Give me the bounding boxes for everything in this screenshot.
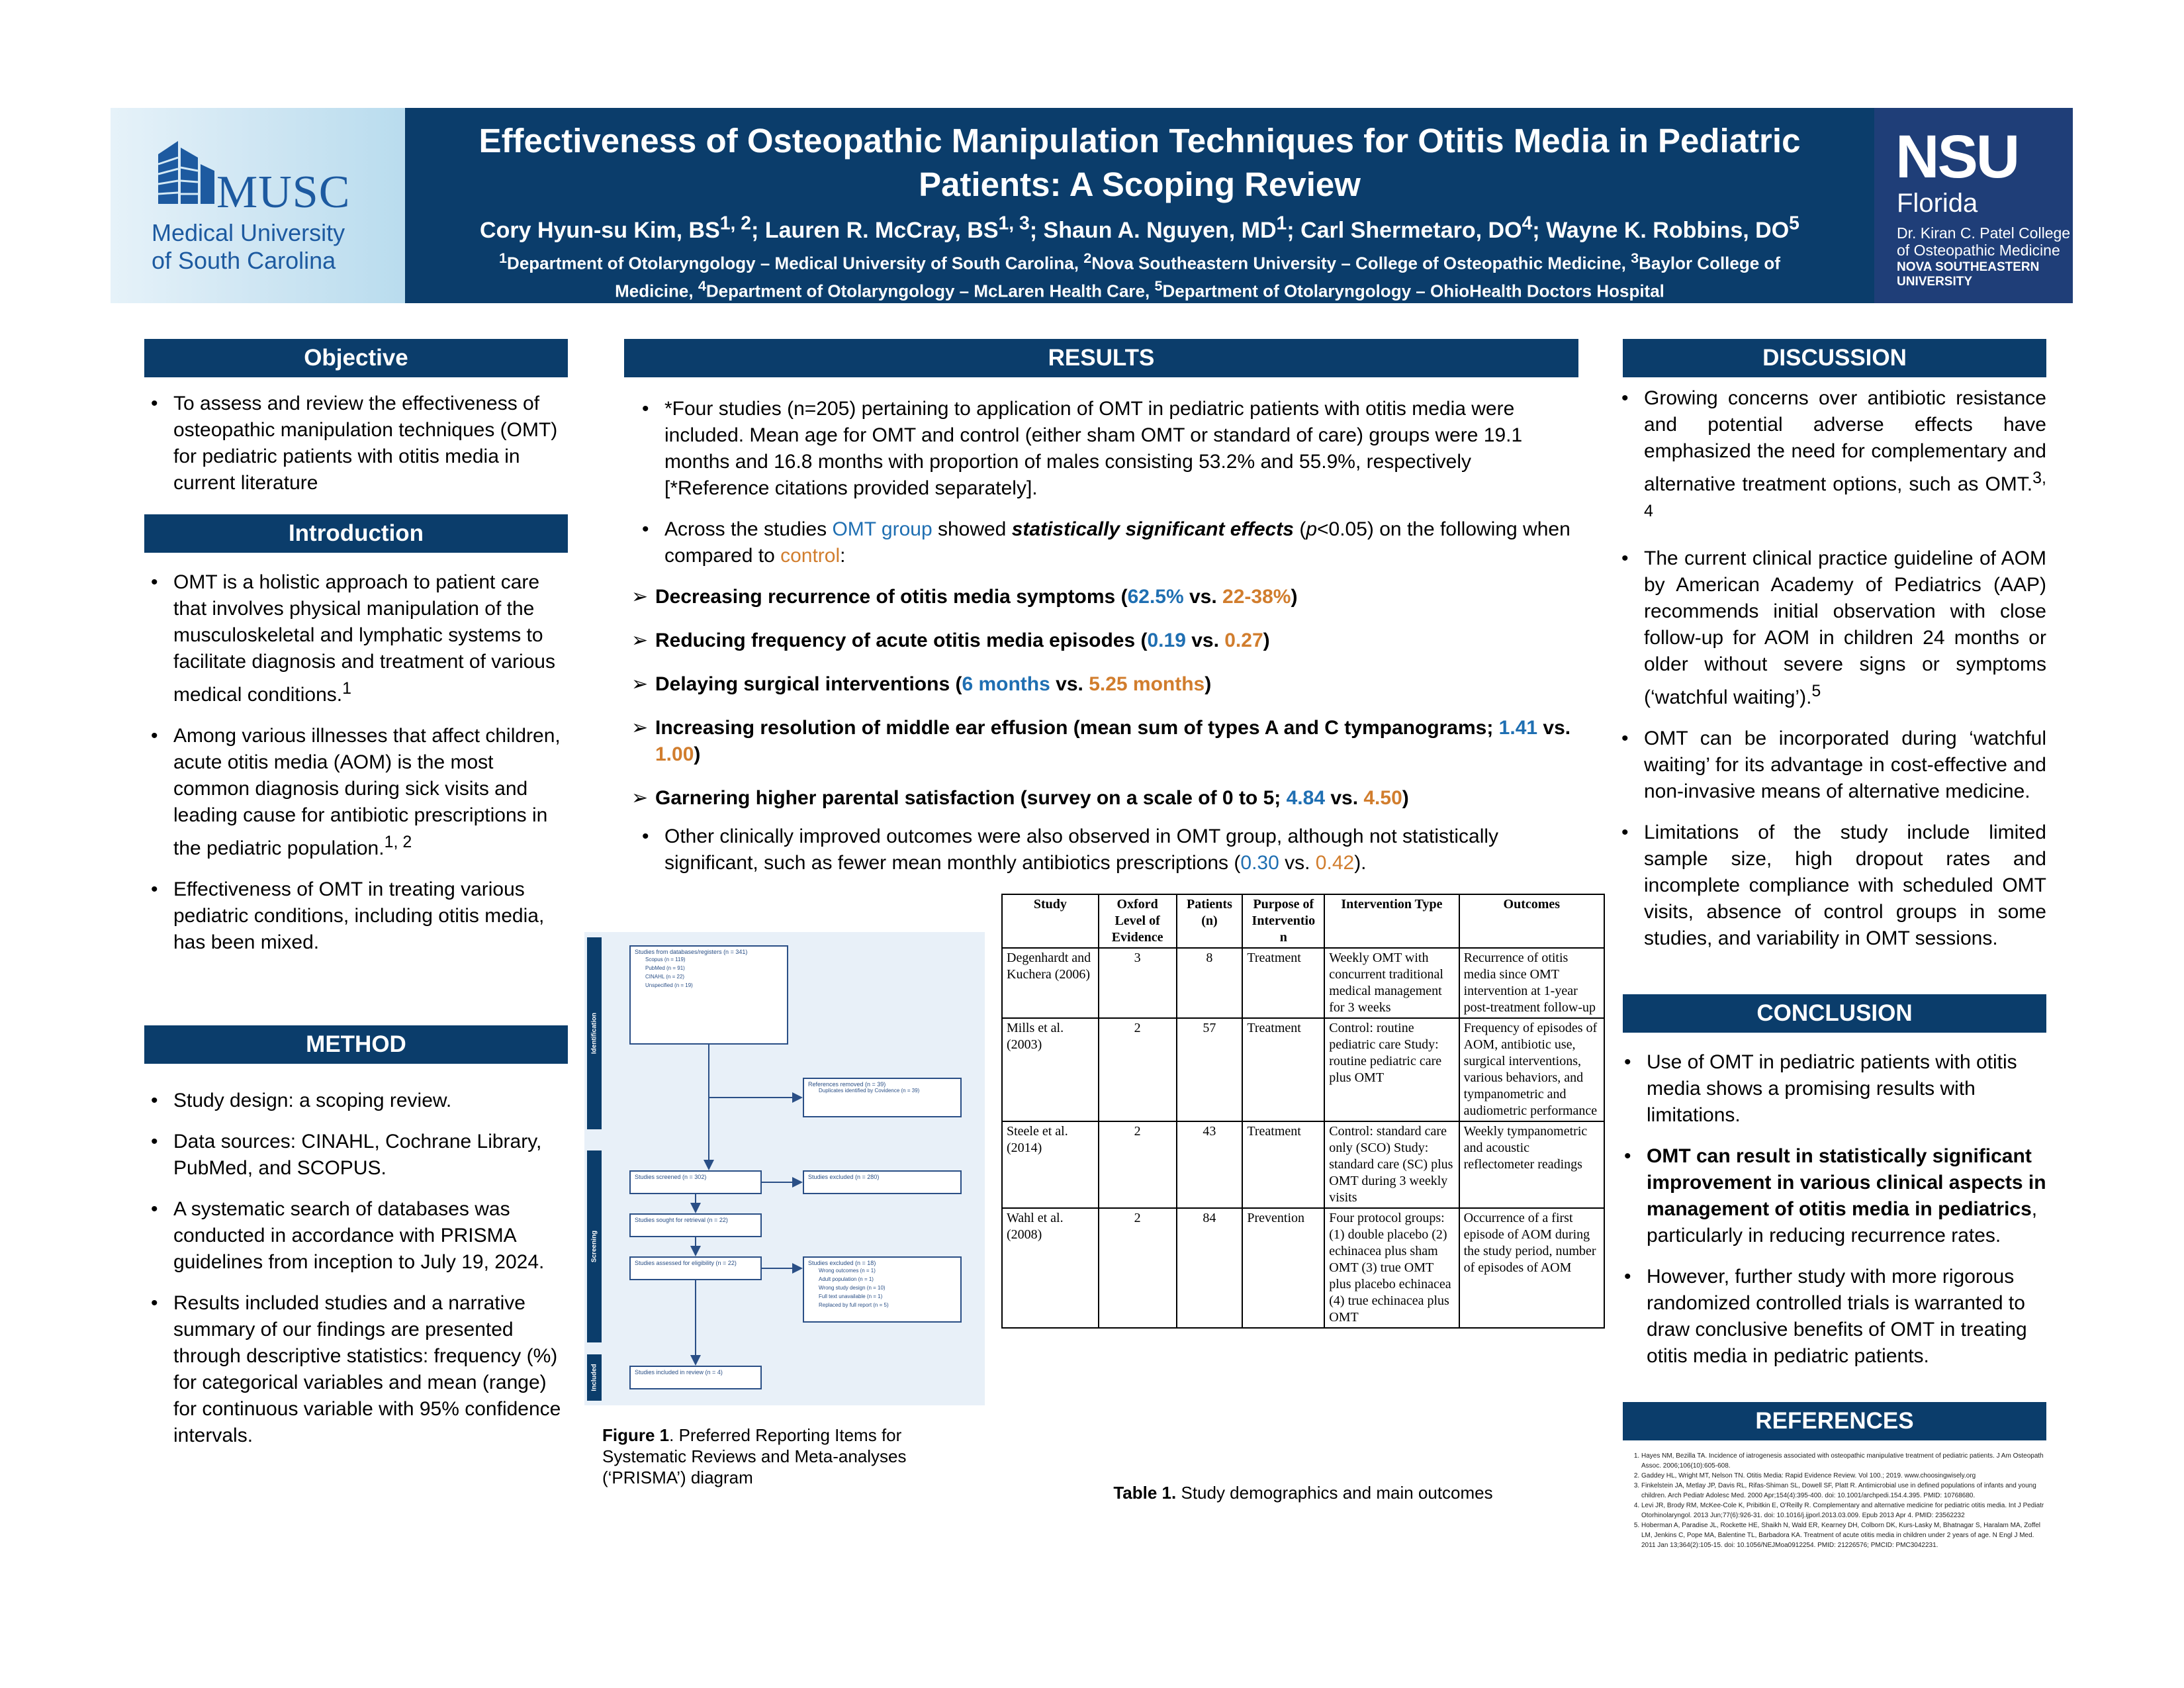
nsu-university-line1: NOVA SOUTHEASTERN — [1897, 260, 2040, 274]
conclusion-heading: CONCLUSION — [1623, 994, 2046, 1033]
author — [1300, 213, 1547, 244]
discussion-section — [1615, 385, 2046, 966]
table-cell: Occurrence of a first episode of AOM during the study period, number of episodes of AOM — [1459, 1208, 1604, 1328]
conclusion-item: • However, further study with more rigorous randomized controlled trials is warranted to draw conclusive benefits of OMT in treating otitis media in pediatric patients. — [1617, 1264, 2061, 1370]
objective-heading: Objective — [144, 339, 568, 377]
table-cell: Degenhardt and Kuchera (2006) — [1002, 948, 1099, 1018]
prisma-diagram — [584, 932, 985, 1405]
method-item: • A systematic search of databases was conducted in accordance with PRISMA guidelines from inception to July 19, 2024. — [144, 1196, 568, 1276]
author-separator: ; — [1029, 218, 1044, 244]
poster-title — [405, 119, 1874, 207]
musc-logo — [111, 108, 405, 303]
prisma-side-identification: Identification — [587, 937, 602, 1129]
reference-item: 4. Levi JR, Brody RM, McKee-Cole K, Pribitkin E, O'Reilly R. Complementary and alternative medicine for pediatric otitis media. Int J Pediatr Otorhinolaryngol. 2013 Jun;77(6):926-31. doi: 10.1016/j.ijporl.2013.03.009. Epub 2013 Apr 4. PMID: 23562232 — [1641, 1501, 2045, 1521]
table-header-cell: Study — [1002, 894, 1099, 948]
prisma-box-excluded: Studies excluded (n = 280) — [803, 1170, 962, 1194]
references-heading: REFERENCES — [1623, 1402, 2046, 1440]
musc-name-line1: Medical University — [152, 219, 345, 246]
figure1-caption: Figure 1. Preferred Reporting Items for Systematic Reviews and Meta-analyses (‘PRISMA’) diagram — [602, 1425, 907, 1487]
nsu-wordmark: NSU — [1895, 123, 2019, 191]
author — [1043, 213, 1301, 244]
author-name: Wayne K. Robbins, DO — [1546, 218, 1790, 244]
table-header-cell: Intervention Type — [1324, 894, 1459, 948]
table-cell: Mills et al. (2003) — [1002, 1018, 1099, 1121]
table1 — [1001, 894, 1605, 1329]
author — [480, 213, 765, 244]
author-separator: ; — [751, 218, 765, 244]
table-header-row — [1002, 894, 1604, 948]
introduction-heading: Introduction — [144, 514, 568, 553]
table-cell: Treatment — [1242, 1018, 1324, 1121]
nsu-college-line1: Dr. Kiran C. Patel College — [1897, 224, 2071, 242]
nsu-college-line2: of Osteopathic Medicine — [1897, 242, 2060, 259]
intro-item: • OMT is a holistic approach to patient care that involves physical manipulation of the musculoskeletal and lymphatic systems to facilitate diagnosis and treatment of various medical conditions.$^1$ — [144, 569, 568, 708]
title-line-2: Patients: A Scoping Review — [919, 165, 1361, 203]
table-cell: 43 — [1177, 1121, 1243, 1208]
table-row — [1002, 1208, 1604, 1328]
table-cell: Recurrence of otitis media since OMT intervention at 1-year post-treatment follow-up — [1459, 948, 1604, 1018]
table-row — [1002, 1018, 1604, 1121]
prisma-side-screening: Screening — [587, 1150, 602, 1342]
author-separator: ; — [1287, 218, 1301, 244]
table-header-cell: Oxford Level of Evidence — [1099, 894, 1177, 948]
nsu-university-line2: UNIVERSITY — [1897, 275, 1973, 289]
author-list — [405, 213, 1874, 244]
intro-item: • Among various illnesses that affect children, acute otitis media (AOM) is the most common diagnosis during sick visits and leading cause for antibiotic prescriptions in the pediatric population.$^{1, 2}$ — [144, 723, 568, 862]
results-section — [635, 396, 1572, 891]
affiliation-sup: 3 — [1631, 250, 1639, 266]
table-cell: 84 — [1177, 1208, 1243, 1328]
discussion-item: • The current clinical practice guideline of AOM by American Academy of Pediatrics (AAP) recommends initial observation with close follow-up for AOM in children 24 months or older without severe signs or symptoms (‘watchful waiting’).$^5$ — [1615, 545, 2046, 711]
author-affiliation-sup: 1, 2 — [719, 213, 752, 234]
results-other: • Other clinically improved outcomes were also observed in OMT group, although not statistically significant, such as fewer mean monthly antibiotics prescriptions (0.30 vs. 0.42). — [635, 823, 1572, 876]
table-cell: Wahl et al. (2008) — [1002, 1208, 1099, 1328]
finding-item: ➢ Decreasing recurrence of otitis media symptoms (62.5% vs. 22-38%) — [631, 584, 1572, 610]
conclusion-section — [1617, 1049, 2061, 1384]
conclusion-item: • Use of OMT in pediatric patients with otitis media shows a promising results with limitations. — [1617, 1049, 2061, 1129]
affiliation-text: Baylor College of — [1639, 253, 1780, 273]
prisma-box-excluded-2: Studies excluded (n = 18) Wrong outcomes (n = 1) Adult population (n = 1) Wrong study design (n = 10) Full text unavailable (n = 1) Replaced by full report (n = 5) — [803, 1256, 962, 1323]
table-cell: Prevention — [1242, 1208, 1324, 1328]
table-cell: Weekly OMT with concurrent traditional medical management for 3 weeks — [1324, 948, 1459, 1018]
prisma-box-included: Studies included in review (n = 4) — [629, 1366, 762, 1389]
table-cell: Weekly tympanometric and acoustic reflectometer readings — [1459, 1121, 1604, 1208]
table-cell: 2 — [1099, 1121, 1177, 1208]
table-cell: Steele et al. (2014) — [1002, 1121, 1099, 1208]
author-affiliation-sup: 5 — [1789, 213, 1799, 234]
affiliation-sup: 2 — [1083, 250, 1092, 266]
author-separator: ; — [1532, 218, 1547, 244]
introduction-section — [144, 569, 568, 970]
affiliation-text: Department of Otolaryngology – McLaren Health Care, — [705, 281, 1155, 301]
reference-item: 2. Gaddey HL, Wright MT, Nelson TN. Otitis Media: Rapid Evidence Review. Vol 100.; 2019. www.choosingwisely.org — [1641, 1471, 2045, 1481]
table-row — [1002, 1121, 1604, 1208]
table-row — [1002, 948, 1604, 1018]
table-header-cell: Outcomes — [1459, 894, 1604, 948]
table-cell: Treatment — [1242, 948, 1324, 1018]
author-affiliation-sup: 4 — [1522, 213, 1533, 234]
table1-caption: Table 1. Study demographics and main outcomes — [1113, 1483, 1493, 1503]
results-heading: RESULTS — [624, 339, 1578, 377]
results-intro: • *Four studies (n=205) pertaining to application of OMT in pediatric patients with otitis media were included. Mean age for OMT and control (either sham OMT or standard of care) groups were 19.1 months and 16.8 months with proportion of males consisting 53.2% and 55.9%, respectively [*Reference citations provided separately]. — [635, 396, 1572, 502]
affiliation-text: Medicine, — [615, 281, 698, 301]
method-item: • Data sources: CINAHL, Cochrane Library, PubMed, and SCOPUS. — [144, 1129, 568, 1182]
method-section — [144, 1088, 568, 1464]
affiliations-line-2 — [405, 275, 1874, 303]
musc-name-line2: of South Carolina — [152, 247, 336, 274]
reference-item: 1. Hayes NM, Bezilla TA. Incidence of iatrogenesis associated with osteopathic manipulative treatment of pediatric patients. J Am Osteopath Assoc. 2006;106(10):605-608. — [1641, 1451, 2045, 1471]
author-affiliation-sup: 1 — [1276, 213, 1287, 234]
affiliations — [405, 247, 1874, 302]
prisma-box-eligibility: Studies assessed for eligibility (n = 22) — [629, 1256, 762, 1280]
prisma-side-included: Included — [587, 1354, 602, 1401]
table-cell: 3 — [1099, 948, 1177, 1018]
title-line-1: Effectiveness of Osteopathic Manipulation Techniques for Otitis Media in Pediatric — [478, 122, 1801, 160]
discussion-item: • Limitations of the study include limited sample size, high dropout rates and incomplete compliance with scheduled OMT visits, absence of control groups in some studies, and variability in OMT sessions. — [1615, 820, 2046, 952]
prisma-box-retrieval: Studies sought for retrieval (n = 22) — [629, 1213, 762, 1237]
method-heading: METHOD — [144, 1025, 568, 1064]
results-across: • Across the studies OMT group showed statistically significant effects (p<0.05) on the following when compared to control: — [635, 516, 1572, 569]
prisma-box-screened: Studies screened (n = 302) — [629, 1170, 762, 1194]
author — [764, 213, 1044, 244]
affiliations-line-1 — [405, 247, 1874, 275]
prisma-arrows — [584, 932, 985, 1405]
table-cell: Four protocol groups: (1) double placebo (2) echinacea plus sham OMT (3) true OMT plus placebo echinacea (4) true echinacea plus OMT — [1324, 1208, 1459, 1328]
author-name: Cory Hyun-su Kim, BS — [480, 218, 720, 244]
table-cell: 8 — [1177, 948, 1243, 1018]
method-item: • Results included studies and a narrative summary of our findings are presented through descriptive statistics: frequency (%) for categorical variables and mean (range) for continuous variable with 95% confidence intervals. — [144, 1290, 568, 1449]
reference-item: 3. Finkelstein JA, Metlay JP, Davis RL, Rifas-Shiman SL, Dowell SF, Platt R. Antimicrobial use in defined populations of infants and young children. Arch Pediatr Adolesc Med. 2000 Apr;154(4):395-400. doi: 10.1001/archpedi.154.4.395. PMID: 10768680. — [1641, 1481, 2045, 1501]
prisma-box-databases: Studies from databases/registers (n = 341) Scopus (n = 119) PubMed (n = 91) CINAHL (n = 22) Unspecified (n = 19) — [629, 945, 788, 1045]
conclusion-item: • OMT can result in statistically significant improvement in various clinical aspects in management of otitis media in pediatrics, particularly in reducing recurrence rates. — [1617, 1143, 2061, 1249]
prisma-box-removed: References removed (n = 39) Duplicates identified by Covidence (n = 39) — [803, 1078, 962, 1117]
table-cell: 2 — [1099, 1018, 1177, 1121]
author-name: Shaun A. Nguyen, MD — [1043, 218, 1277, 244]
table-cell: Frequency of episodes of AOM, antibiotic use, surgical interventions, various behaviors, and tympanometric and audiometric performance — [1459, 1018, 1604, 1121]
objective-item: • To assess and review the effectiveness of osteopathic manipulation techniques (OMT) for pediatric patients with otitis media in current literature — [144, 391, 568, 496]
table-header-cell: Purpose of Interventio n — [1242, 894, 1324, 948]
discussion-item: • OMT can be incorporated during ‘watchful waiting’ for its advantage in cost-effective and non-invasive means of alternative medicine. — [1615, 726, 2046, 805]
table-header-cell: Patients (n) — [1177, 894, 1243, 948]
table-cell: Treatment — [1242, 1121, 1324, 1208]
table-cell: 57 — [1177, 1018, 1243, 1121]
discussion-heading: DISCUSSION — [1623, 339, 2046, 377]
table-cell: Control: routine pediatric care Study: routine pediatric care plus OMT — [1324, 1018, 1459, 1121]
table-cell: 2 — [1099, 1208, 1177, 1328]
author-name: Lauren R. McCray, BS — [764, 218, 999, 244]
reference-item: 5. Hoberman A, Paradise JL, Rockette HE, Shaikh N, Wald ER, Kearney DH, Colborn DK, Kurs-Lasky M, Bhatnagar S, Haralam MA, Zoffel LM, Jenkins C, Pope MA, Balentine TL, Barbadora KA. Treatment of acute otitis media in children under 2 years of age. N Engl J Med. 2011 Jan 13;364(2):105-15. doi: 10.1056/NEJMoa0912254. PMID: 21226576; PMCID: PMC3042231. — [1641, 1521, 2045, 1550]
objective-section — [144, 391, 568, 511]
method-item: • Study design: a scoping review. — [144, 1088, 568, 1114]
nsu-florida: Florida — [1897, 189, 1978, 218]
affiliation-text: Department of Otolaryngology – OhioHealth Doctors Hospital — [1162, 281, 1664, 301]
finding-item: ➢ Reducing frequency of acute otitis media episodes (0.19 vs. 0.27) — [631, 628, 1572, 654]
finding-item: ➢ Garnering higher parental satisfaction (survey on a scale of 0 to 5; 4.84 vs. 4.50) — [631, 785, 1572, 812]
nsu-logo — [1874, 108, 2073, 303]
author-affiliation-sup: 1, 3 — [998, 213, 1030, 234]
finding-item: ➢ Delaying surgical interventions (6 months vs. 5.25 months) — [631, 671, 1572, 698]
table-cell: Control: standard care only (SCO) Study: standard care (SC) plus OMT during 3 weekly visits — [1324, 1121, 1459, 1208]
musc-wordmark: MUSC — [216, 167, 351, 218]
affiliation-text: Nova Southeastern University – College of Osteopathic Medicine, — [1091, 253, 1631, 273]
author-name: Carl Shermetaro, DO — [1300, 218, 1522, 244]
affiliation-text: Department of Otolaryngology – Medical University of South Carolina, — [507, 253, 1084, 273]
affiliation-sup: 5 — [1154, 277, 1163, 294]
musc-building-icon — [152, 134, 218, 207]
affiliation-sup: 4 — [698, 277, 706, 294]
intro-item: • Effectiveness of OMT in treating various pediatric conditions, including otitis media, has been mixed. — [144, 876, 568, 956]
author — [1546, 213, 1799, 244]
finding-item: ➢ Increasing resolution of middle ear effusion (mean sum of types A and C tympanograms; 1.41 vs. 1.00) — [631, 715, 1572, 768]
affiliation-sup: 1 — [499, 250, 508, 266]
references-list — [1615, 1451, 2045, 1550]
discussion-item: • Growing concerns over antibiotic resistance and potential adverse effects have emphasized the need for complementary and alternative treatment options, such as OMT.$^{3, 4}$ — [1615, 385, 2046, 531]
